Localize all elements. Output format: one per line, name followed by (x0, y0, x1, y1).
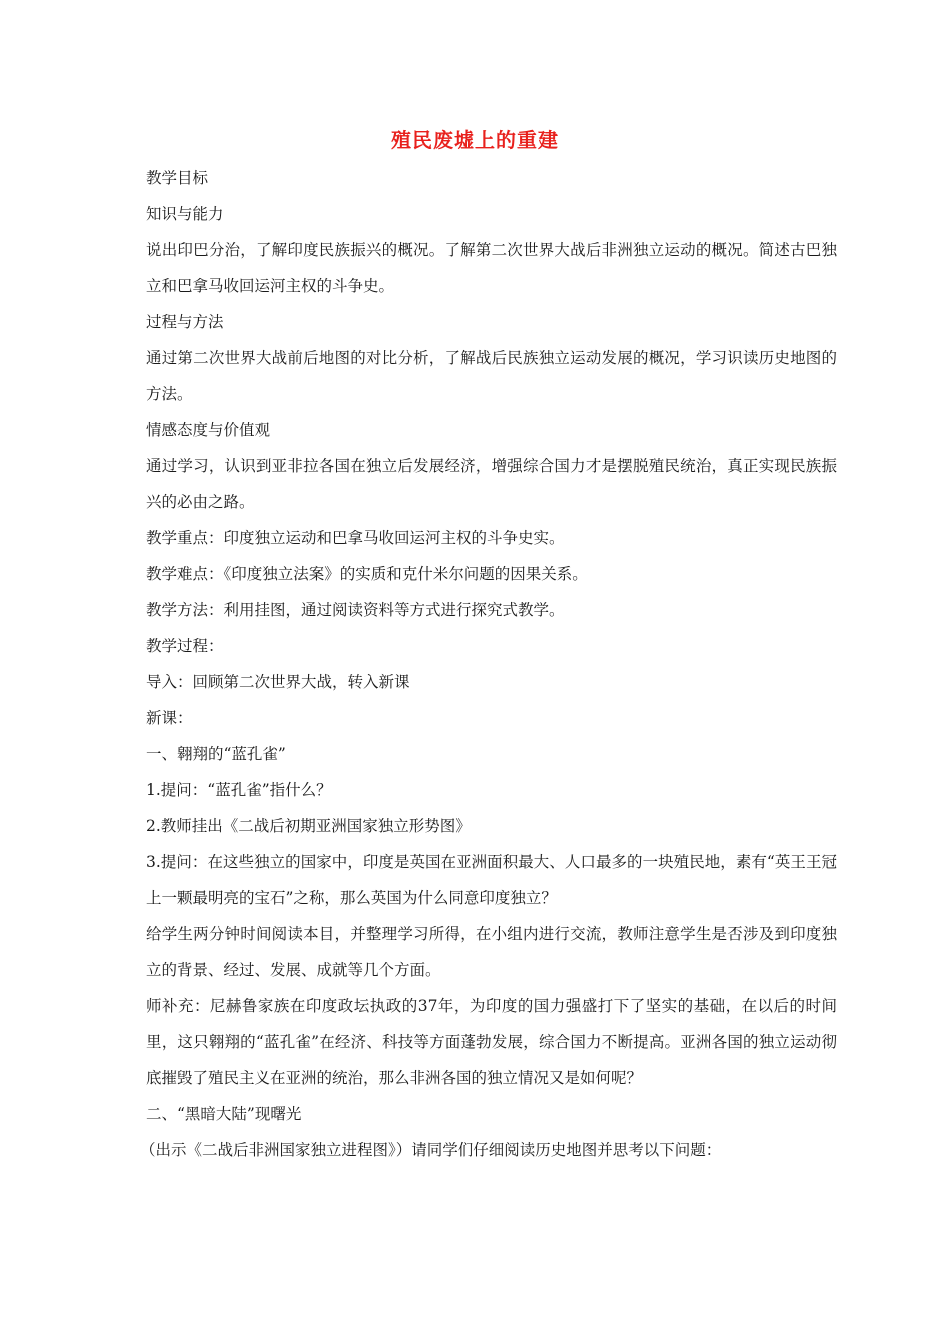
heading-emotion-values: 情感态度与价值观 (146, 421, 271, 439)
lesson-introduction: 导入：回顾第二次世界大战，转入新课 (146, 673, 410, 691)
teaching-difficulties: 教学难点：《印度独立法案》的实质和克什米尔问题的因果关系。 (146, 565, 588, 583)
section-one-heading: 一、翱翔的“蓝孔雀” (146, 745, 286, 763)
question-one: 1.提问：“蓝孔雀”指什么？ (146, 781, 332, 799)
teaching-key-points: 教学重点：印度独立运动和巴拿马收回运河主权的斗争史实。 (146, 529, 565, 547)
document-title: 殖民废墟上的重建 (391, 128, 559, 152)
heading-teaching-objectives: 教学目标 (146, 169, 209, 187)
new-lesson-heading: 新课： (146, 709, 193, 727)
group-reading-activity: 给学生两分钟时间阅读本目，并整理学习所得，在小组内进行交流，教师注意学生是否涉及到印度独立的背景、经过、发展、成就等几个方面。 (146, 925, 837, 979)
teacher-supplement: 师补充：尼赫鲁家族在印度政坛执政的37年，为印度的国力强盛打下了坚实的基础，在以后的时间里，这只翱翔的“蓝孔雀”在经济、科技等方面蓬勃发展，综合国力不断提高。亚洲各国的独立运动彻底摧毁了殖民主义在亚洲的统治，那么非洲各国的独立情况又是如何呢？ (146, 997, 837, 1087)
teaching-methods: 教学方法：利用挂图，通过阅读资料等方式进行探究式教学。 (146, 601, 565, 619)
teaching-process-heading: 教学过程： (146, 637, 224, 655)
question-three: 3.提问：在这些独立的国家中，印度是英国在亚洲面积最大、人口最多的一块殖民地，素有“英王王冠上一颗最明亮的宝石”之称，那么英国为什么同意印度独立？ (146, 853, 837, 907)
paragraph-knowledge-ability: 说出印巴分治，了解印度民族振兴的概况。了解第二次世界大战后非洲独立运动的概况。简述古巴独立和巴拿马收回运河主权的斗争史。 (146, 241, 837, 295)
africa-map-prompt: （出示《二战后非洲国家独立进程图》）请同学们仔细阅读历史地图并思考以下问题： (140, 1141, 722, 1159)
paragraph-process-method: 通过第二次世界大战前后地图的对比分析，了解战后民族独立运动发展的概况，学习识读历史地图的方法。 (146, 349, 837, 403)
heading-process-method: 过程与方法 (146, 313, 224, 331)
paragraph-emotion-values: 通过学习，认识到亚非拉各国在独立后发展经济，增强综合国力才是摆脱殖民统治，真正实现民族振兴的必由之路。 (146, 457, 837, 511)
heading-knowledge-ability: 知识与能力 (146, 205, 224, 223)
document-body (114, 160, 837, 1168)
step-two-map: 2.教师挂出《二战后初期亚洲国家独立形势图》 (146, 817, 471, 835)
section-two-heading: 二、“黑暗大陆”现曙光 (146, 1105, 302, 1123)
